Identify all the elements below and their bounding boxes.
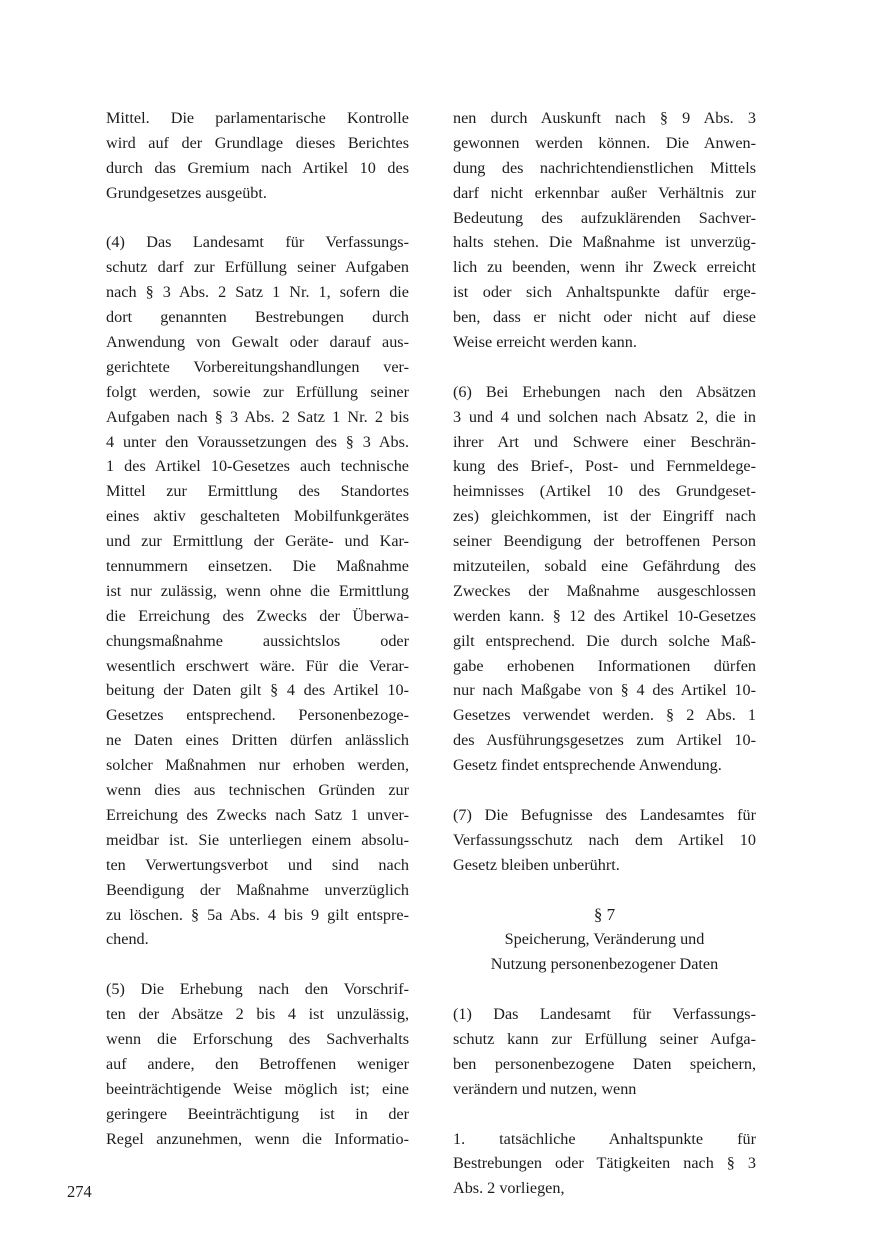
text-line: Mittel zur Ermittlung des Standortes	[106, 482, 409, 501]
text-line: Regel anzunehmen, wenn die Informatio-	[106, 1129, 409, 1148]
text-line: nach § 3 Abs. 2 Satz 1 Nr. 1, sofern die	[106, 283, 409, 302]
text-line: dort genannten Bestrebungen durch	[106, 308, 409, 327]
text-line: wird auf der Grundlage dieses Berichtes	[106, 133, 409, 152]
paragraph-6	[453, 380, 756, 778]
text-line: ist oder sich Anhaltspunkte dafür erge-	[453, 283, 756, 302]
text-line: Gesetz findet entsprechende Anwendung.	[453, 756, 722, 775]
text-line: zu löschen. § 5a Abs. 4 bis 9 gilt entspre-	[106, 905, 409, 924]
section-heading	[453, 903, 756, 978]
text-line: ist nur zulässig, wenn ohne die Ermittlung	[106, 581, 409, 600]
text-line: halts stehen. Die Maßnahme ist unverzüg-	[453, 233, 756, 252]
text-line: solcher Maßnahmen nur erhoben werden,	[106, 756, 409, 775]
text-line: darf nicht erkennbar außer Verhältnis zur	[453, 183, 756, 202]
paragraph-4	[106, 230, 409, 952]
text-line: Mittel. Die parlamentarische Kontrolle	[106, 109, 409, 127]
text-line: ne Daten eines Dritten dürfen anlässlich	[106, 731, 409, 750]
paragraph-7-1	[453, 1002, 756, 1102]
right-column	[453, 106, 756, 1226]
text-line: gabe erhobenen Informationen dürfen	[453, 656, 756, 675]
text-line: 4 unter den Voraussetzungen des § 3 Abs.	[106, 432, 409, 451]
paragraph-5-continuation	[453, 106, 756, 355]
text-line: auf andere, den Betroffenen weniger	[106, 1054, 409, 1073]
text-line: ben personenbezogene Daten speichern,	[453, 1054, 756, 1073]
text-line: meidbar ist. Sie unterliegen einem absolu-	[106, 830, 409, 849]
text-line: Verfassungsschutz nach dem Artikel 10	[453, 830, 756, 849]
text-line: heimnisses (Artikel 10 des Grundgeset-	[453, 482, 756, 501]
text-line: gerichtete Vorbereitungshandlungen ver-	[106, 357, 409, 376]
text-line: werden kann. § 12 des Artikel 10-Gesetzes	[453, 606, 756, 625]
text-line: zes) gleichkommen, ist der Eingriff nach	[453, 507, 756, 526]
text-line: ten Verwertungsverbot und sind nach	[106, 855, 409, 874]
text-line: beeinträchtigende Weise möglich ist; eine	[106, 1079, 409, 1098]
text-line: verändern und nutzen, wenn	[453, 1079, 637, 1098]
text-line: nur nach Maßgabe von § 4 des Artikel 10-	[453, 681, 756, 700]
text-line: seiner Beendigung der betroffenen Person	[453, 532, 756, 551]
text-line: ten der Absätze 2 bis 4 ist unzulässig,	[106, 1005, 409, 1024]
text-line: des Ausführungsgesetzes zum Artikel 10-	[453, 731, 756, 750]
text-line: Aufgaben nach § 3 Abs. 2 Satz 1 Nr. 2 bis	[106, 407, 409, 426]
text-line: Erreichung des Zwecks nach Satz 1 unver-	[106, 805, 409, 824]
text-line: nen durch Auskunft nach § 9 Abs. 3	[453, 109, 756, 127]
text-line: dung des nachrichtendienstlichen Mittels	[453, 158, 756, 177]
text-line: mitzuteilen, sobald eine Gefährdung des	[453, 557, 756, 576]
left-column	[106, 106, 409, 1176]
section-title-line-2: Nutzung personenbezogener Daten	[490, 955, 719, 974]
text-line: eines aktiv geschalteten Mobilfunkgerätes	[106, 507, 409, 526]
text-line: Gesetzes verwendet werden. § 2 Abs. 1	[453, 706, 756, 725]
text-line: ihrer Art und Schwere einer Beschrän-	[453, 432, 756, 451]
text-line: folgt werden, sowie zur Erfüllung seiner	[106, 382, 409, 401]
text-line: tennummern einsetzen. Die Maßnahme	[106, 557, 409, 576]
text-line: Gesetz bleiben unberührt.	[453, 855, 620, 874]
text-line: (6) Bei Erhebungen nach den Absätzen	[453, 382, 756, 401]
text-line: Anwendung von Gewalt oder darauf aus-	[106, 333, 409, 352]
text-line: 1 des Artikel 10-Gesetzes auch technische	[106, 457, 409, 476]
text-line: (1) Das Landesamt für Verfassungs-	[453, 1005, 756, 1024]
text-line: (5) Die Erhebung nach den Vorschrif-	[106, 980, 409, 999]
text-line: und zur Ermittlung der Geräte- und Kar-	[106, 532, 409, 551]
page-number: 274	[67, 1182, 92, 1201]
list-item-1	[453, 1127, 756, 1202]
text-line: 3 und 4 und solchen nach Absatz 2, die in	[453, 407, 756, 426]
text-line: wenn die Erforschung des Sachverhalts	[106, 1029, 409, 1048]
text-line: Beendigung der Maßnahme unverzüglich	[106, 880, 409, 899]
text-line: beitung der Daten gilt § 4 des Artikel 10-	[106, 681, 409, 700]
paragraph-5	[106, 977, 409, 1151]
text-line: chungsmaßnahme aussichtslos oder	[106, 631, 409, 650]
paragraph-7	[453, 803, 756, 878]
text-line: Abs. 2 vorliegen,	[453, 1179, 565, 1198]
text-line: Bestrebungen oder Tätigkeiten nach § 3	[453, 1154, 756, 1173]
text-line: 1. tatsächliche Anhaltspunkte für	[453, 1129, 756, 1148]
text-line: geringere Beeinträchtigung ist in der	[106, 1104, 409, 1123]
text-line: lich zu beenden, wenn ihr Zweck erreicht	[453, 258, 756, 277]
text-line: Gesetzes entsprechend. Personenbezoge-	[106, 706, 409, 725]
text-line: schutz darf zur Erfüllung seiner Aufgaben	[106, 258, 409, 277]
text-line: Weise erreicht werden kann.	[453, 333, 637, 352]
text-line: kung des Brief-, Post- und Fernmeldege-	[453, 457, 756, 476]
text-line: ben, dass er nicht oder nicht auf diese	[453, 308, 756, 327]
paragraph-continuation	[106, 106, 409, 206]
text-line: (4) Das Landesamt für Verfassungs-	[106, 233, 409, 252]
text-line: gilt entsprechend. Die durch solche Maß-	[453, 631, 756, 650]
text-line: wesentlich erschwert wäre. Für die Verar-	[106, 656, 409, 675]
text-line: schutz kann zur Erfüllung seiner Aufga-	[453, 1029, 756, 1048]
text-line: Bedeutung des aufzuklärenden Sachver-	[453, 208, 756, 227]
text-line: Grundgesetzes ausgeübt.	[106, 183, 267, 202]
text-line: die Erreichung des Zwecks der Überwa-	[106, 606, 409, 625]
text-line: Zweckes der Maßnahme ausgeschlossen	[453, 581, 756, 600]
text-line: chend.	[106, 930, 149, 949]
text-line: (7) Die Befugnisse des Landesamtes für	[453, 805, 756, 824]
text-line: gewonnen werden können. Die Anwen-	[453, 133, 756, 152]
section-title-line-1: Speicherung, Veränderung und	[504, 930, 705, 949]
text-line: durch das Gremium nach Artikel 10 des	[106, 158, 409, 177]
section-number: § 7	[593, 904, 616, 924]
text-line: wenn dies aus technischen Gründen zur	[106, 781, 409, 800]
